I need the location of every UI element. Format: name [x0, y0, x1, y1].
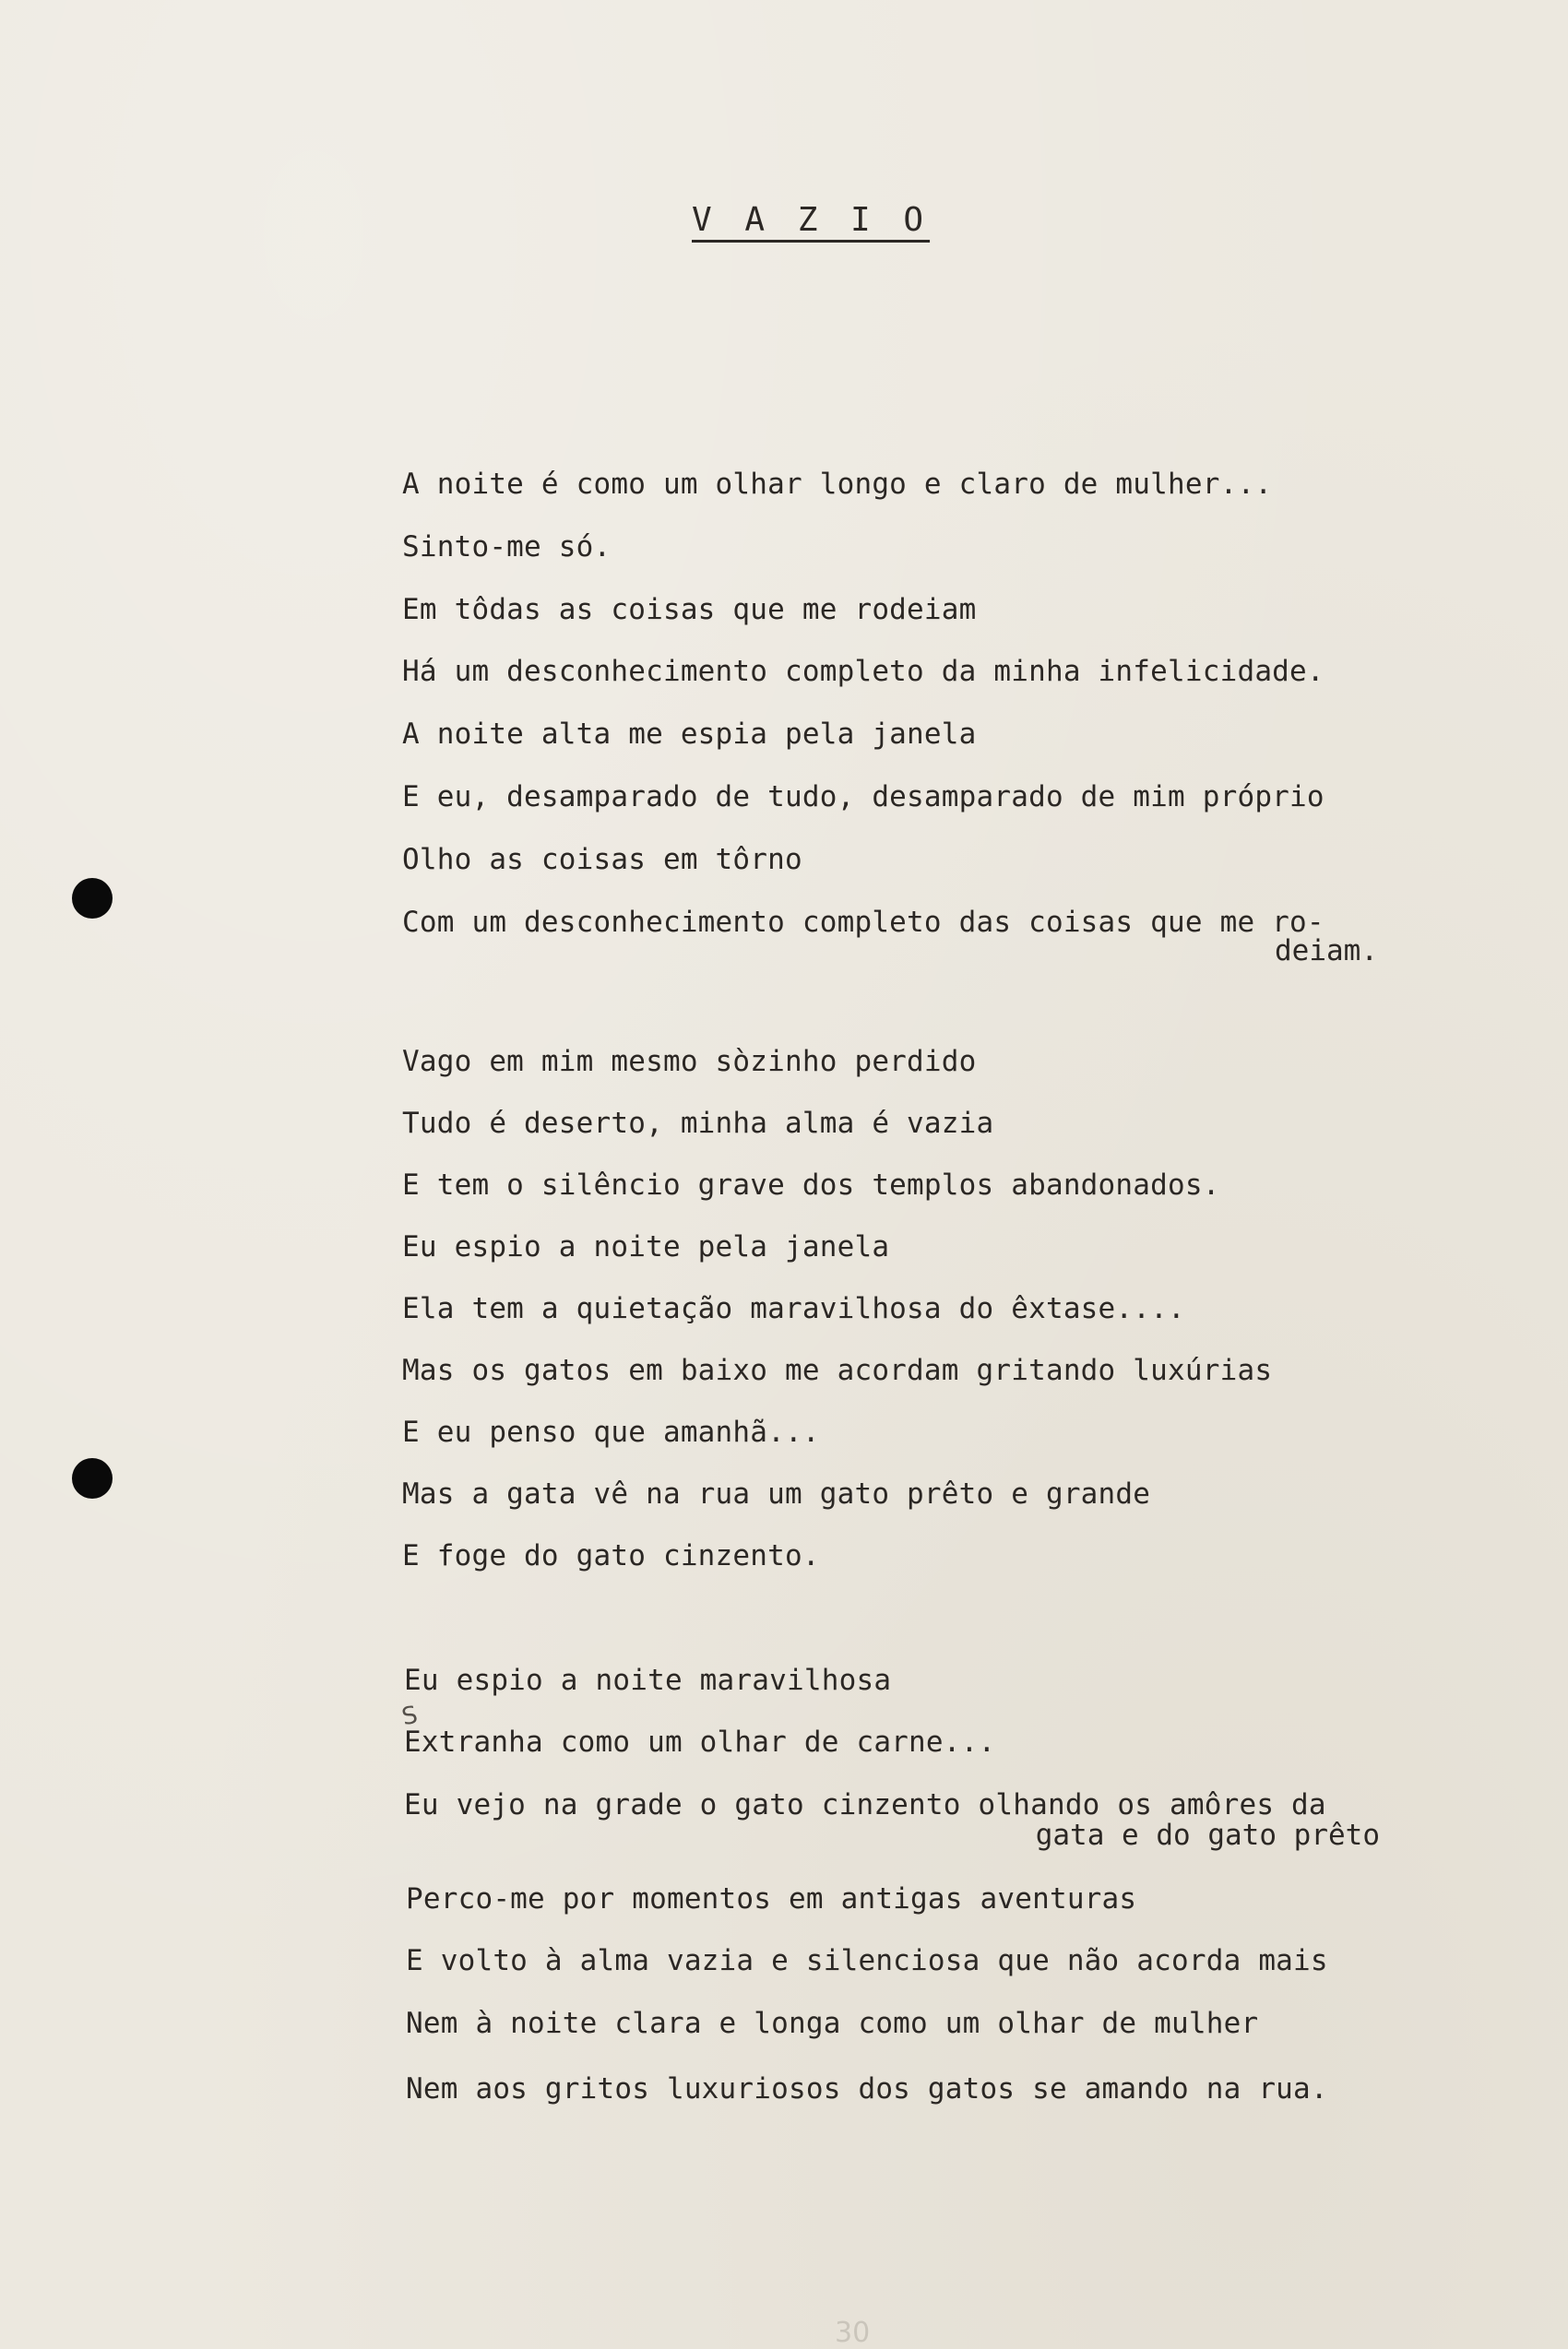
poem-line: Extranha como um olhar de carne...	[404, 1726, 996, 1759]
poem-line: Ela tem a quietação maravilhosa do êxtase....	[402, 1292, 1185, 1325]
poem-line: Vago em mim mesmo sòzinho perdido	[402, 1045, 977, 1078]
poem-line: Eu vejo na grade o gato cinzento olhando os amôres da	[404, 1788, 1326, 1821]
poem-line: Tudo é deserto, minha alma é vazia	[402, 1107, 994, 1140]
poem-line: Há um desconhecimento completo da minha infelicidade.	[402, 655, 1324, 688]
punch-hole-bottom	[72, 1458, 113, 1499]
poem-line: Mas os gatos em baixo me acordam gritando luxúrias	[402, 1354, 1273, 1387]
poem-line: Nem aos gritos luxuriosos dos gatos se amando na rua.	[406, 2072, 1328, 2106]
poem-title: V A Z I O	[692, 201, 931, 239]
poem-line: Em tôdas as coisas que me rodeiam	[402, 593, 977, 626]
poem-line: E foge do gato cinzento.	[402, 1539, 820, 1572]
poem-line: E volto à alma vazia e silenciosa que não acorda mais	[406, 1944, 1328, 1977]
poem-line: A noite alta me espia pela janela	[402, 718, 977, 751]
poem-line: Nem à noite clara e longa como um olhar de mulher	[406, 2007, 1259, 2040]
poem-line: E tem o silêncio grave dos templos abandonados.	[402, 1169, 1220, 1202]
poem-line-continuation: deiam.	[1275, 934, 1378, 967]
page-number: 30	[835, 2317, 871, 2349]
poem-line-continuation: gata e do gato prêto	[1035, 1819, 1380, 1852]
poem-line: Perco-me por momentos em antigas aventuras	[406, 1882, 1137, 1916]
poem-line: Eu espio a noite maravilhosa	[404, 1664, 892, 1697]
poem-line: Sinto-me só.	[402, 530, 612, 564]
poem-line: Eu espio a noite pela janela	[402, 1230, 890, 1263]
poem-line: Olho as coisas em tôrno	[402, 843, 802, 876]
poem-line: Com um desconhecimento completo das coisas que me ro-	[402, 906, 1324, 939]
poem-line: E eu penso que amanhã...	[402, 1416, 820, 1449]
punch-hole-top	[72, 878, 113, 919]
poem-line: A noite é como um olhar longo e claro de mulher...	[402, 468, 1273, 501]
poem-line: Mas a gata vê na rua um gato prêto e grande	[402, 1477, 1151, 1511]
poem-line: E eu, desamparado de tudo, desamparado de mim próprio	[402, 780, 1324, 813]
handwritten-correction: S	[399, 1701, 421, 1732]
